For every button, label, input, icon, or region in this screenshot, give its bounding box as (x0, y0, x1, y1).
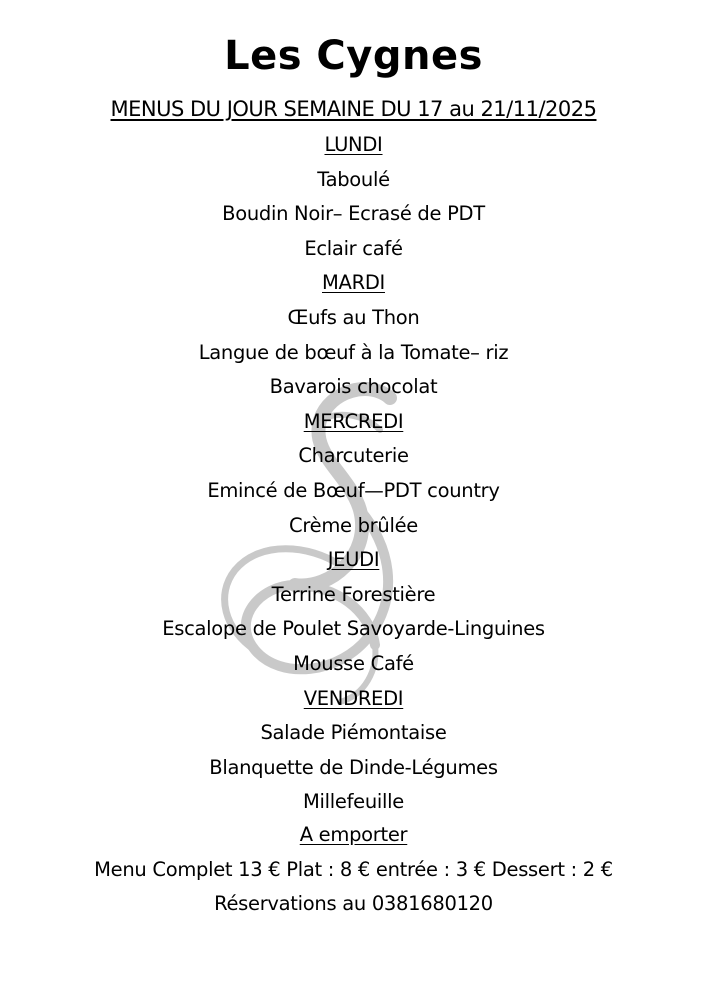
day-heading: LUNDI (324, 133, 383, 156)
takeaway-prices: Menu Complet 13 € Plat : 8 € entrée : 3 € Dessert : 2 € (94, 857, 613, 881)
restaurant-title: Les Cygnes (224, 33, 483, 79)
week-subtitle: MENUS DU JOUR SEMAINE DU 17 au 21/11/2025 (110, 97, 597, 121)
reservation-phone: Réservations au 0381680120 (214, 892, 493, 916)
day-block-mercredi (0, 405, 707, 543)
day-block-mardi (0, 266, 707, 404)
main-item: Boudin Noir– Ecrasé de PDT (222, 202, 485, 226)
dessert-item: Eclair café (304, 236, 403, 260)
main-item: Blanquette de Dinde-Légumes (209, 755, 498, 779)
day-block-lundi (0, 128, 707, 266)
day-heading: VENDREDI (303, 686, 404, 710)
takeaway-heading: A emporter (299, 823, 408, 846)
starter-item: Terrine Forestière (271, 582, 436, 606)
weekly-menu (0, 128, 707, 820)
day-heading: MERCREDI (303, 409, 404, 433)
starter-item: Œufs au Thon (287, 305, 420, 329)
starter-item: Salade Piémontaise (260, 721, 447, 745)
dessert-item: Mousse Café (293, 651, 414, 675)
takeaway-section (0, 818, 707, 922)
day-heading: MARDI (322, 271, 385, 295)
main-item: Langue de bœuf à la Tomate– riz (198, 340, 509, 364)
main-item: Escalope de Poulet Savoyarde-Linguines (162, 617, 545, 641)
dessert-item: Bavarois chocolat (269, 375, 438, 399)
main-item: Emincé de Bœuf—PDT country (207, 478, 500, 502)
day-block-jeudi (0, 543, 707, 681)
starter-item: Charcuterie (298, 444, 409, 468)
starter-item: Taboulé (317, 167, 390, 191)
day-heading: JEUDI (327, 548, 380, 572)
dessert-item: Crème brûlée (289, 513, 418, 537)
day-block-vendredi (0, 682, 707, 820)
dessert-item: Millefeuille (303, 790, 404, 814)
